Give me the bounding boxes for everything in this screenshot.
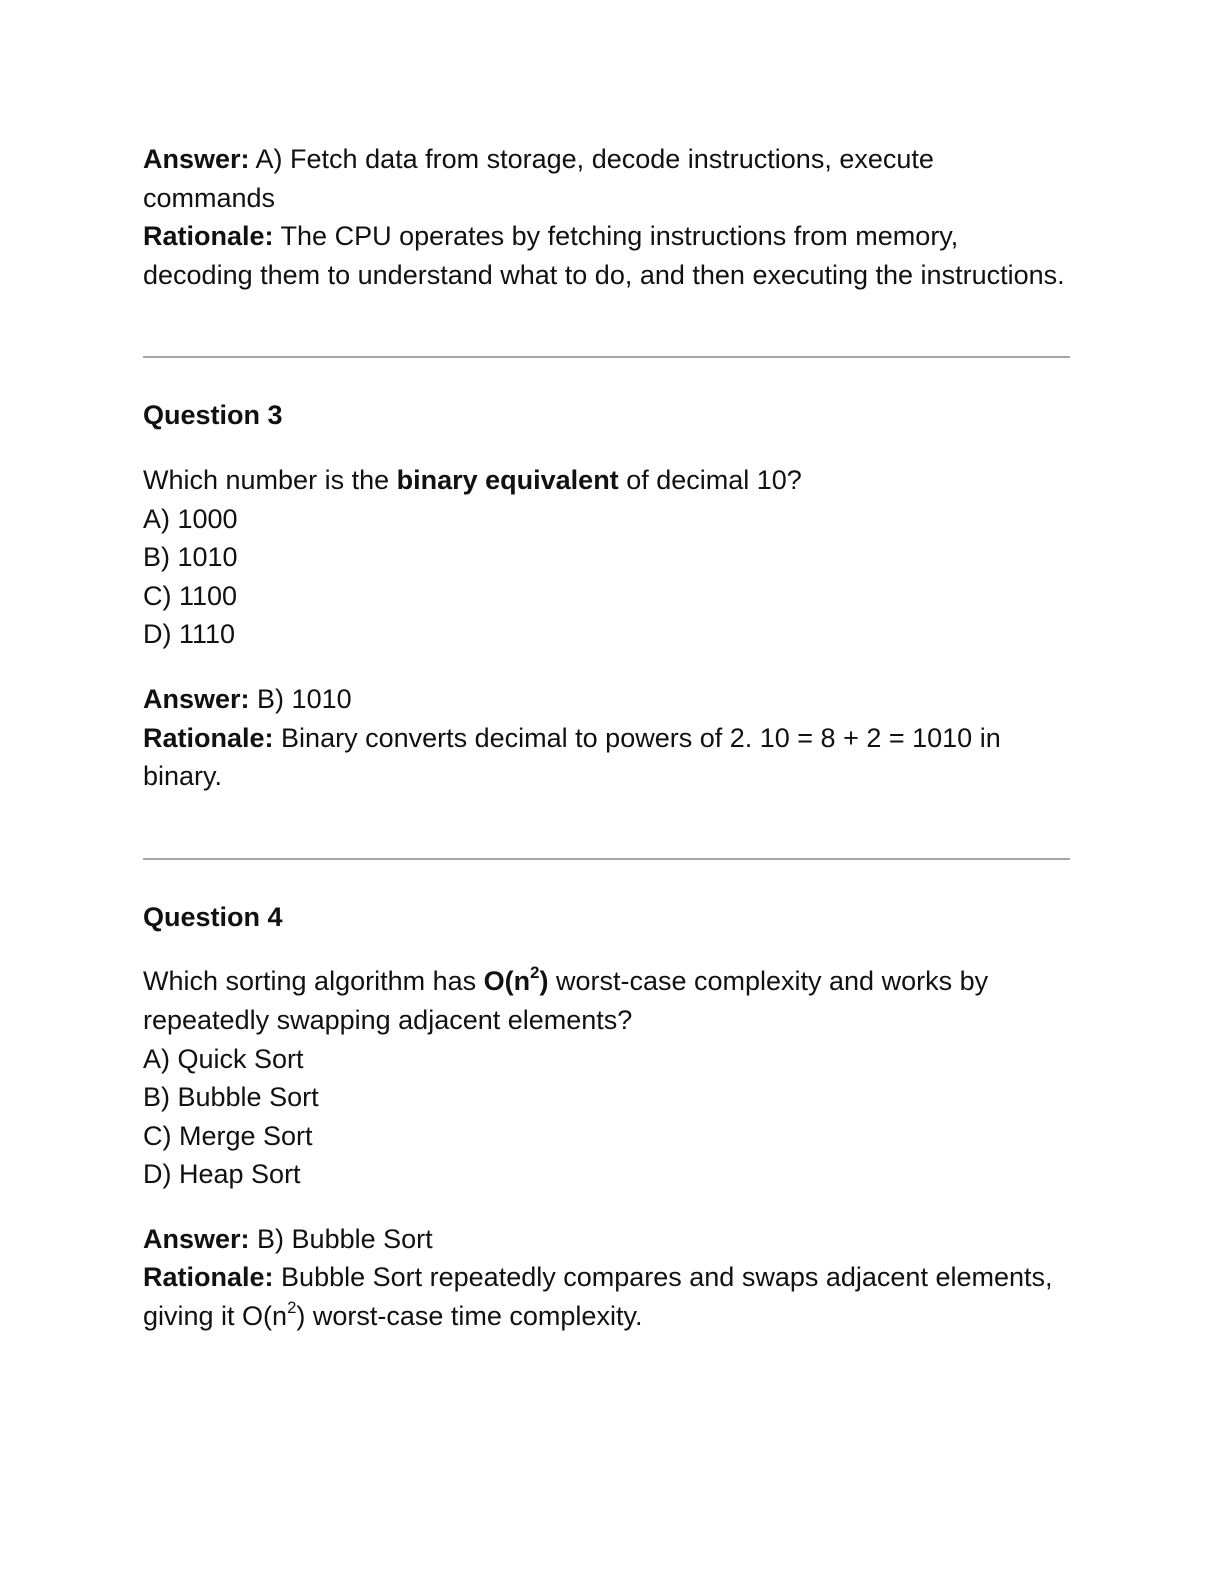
q2-rationale [143,217,1070,294]
q4-answer-label: Answer: [143,1223,250,1254]
q3-answer-text: B) 1010 [257,683,352,714]
question-3 [143,396,1070,795]
q4-rationale-sup: 2 [287,1297,297,1317]
q3-option-a: A) 1000 [143,503,238,534]
q4-option-a: A) Quick Sort [143,1043,304,1074]
q3-stem-bold: binary equivalent [396,464,619,495]
question-3-stem [143,461,1070,500]
question-4-title: Question 4 [143,901,283,932]
q3-option-b: B) 1010 [143,542,238,573]
q3-stem-before: Which number is the [143,464,397,495]
q4-stem-bold-base: O(n [483,966,531,997]
q4-answer-text: B) Bubble Sort [257,1223,433,1254]
q2-rationale-text: The CPU operates by fetching instructions from memory, decoding them to understand what to do, and then executing the instructions. [143,221,1065,290]
q2-answer-text: A) Fetch data from storage, decode instructions, execute commands [143,144,934,213]
q4-option-b: B) Bubble Sort [143,1082,319,1113]
q3-rationale [143,719,1070,796]
q4-rationale-label: Rationale: [143,1262,274,1293]
q4-stem-bold-sup: 2 [530,962,540,982]
document-page [143,140,1070,1336]
question-3-title: Question 3 [143,400,283,431]
question-4-stem [143,962,1070,1039]
q3-option-d: D) 1110 [143,619,236,650]
q2-answer-label: Answer: [143,144,250,174]
q3-rationale-label: Rationale: [143,722,274,753]
q3-option-c: C) 1100 [143,580,238,611]
q3-rationale-text: Binary converts decimal to powers of 2. 10 = 8 + 2 = 1010 in binary. [143,722,1001,792]
q4-rationale [143,1258,1070,1335]
q4-option-d: D) Heap Sort [143,1159,301,1190]
q4-stem-after: worst-case complexity and works by repeatedly swapping adjacent elements? [143,966,989,1035]
q4-rationale-after: ) worst-case time complexity. [296,1301,643,1332]
q3-answer [143,680,1070,719]
q3-answer-label: Answer: [143,683,250,714]
q2-answer-block [143,140,1070,294]
q4-answer [143,1220,1070,1259]
q4-stem-before: Which sorting algorithm has [143,966,484,997]
q3-stem-after: of decimal 10? [618,464,802,495]
q2-rationale-label: Rationale: [143,221,274,252]
q4-rationale-before: Bubble Sort repeatedly compares and swaps adjacent elements, giving it O(n [143,1262,1053,1332]
q4-option-c: C) Merge Sort [143,1120,313,1151]
q2-answer [143,140,1070,217]
q4-stem-bold-close: ) [539,966,549,997]
q4-stem-bold [483,962,549,997]
question-4 [143,898,1070,1336]
